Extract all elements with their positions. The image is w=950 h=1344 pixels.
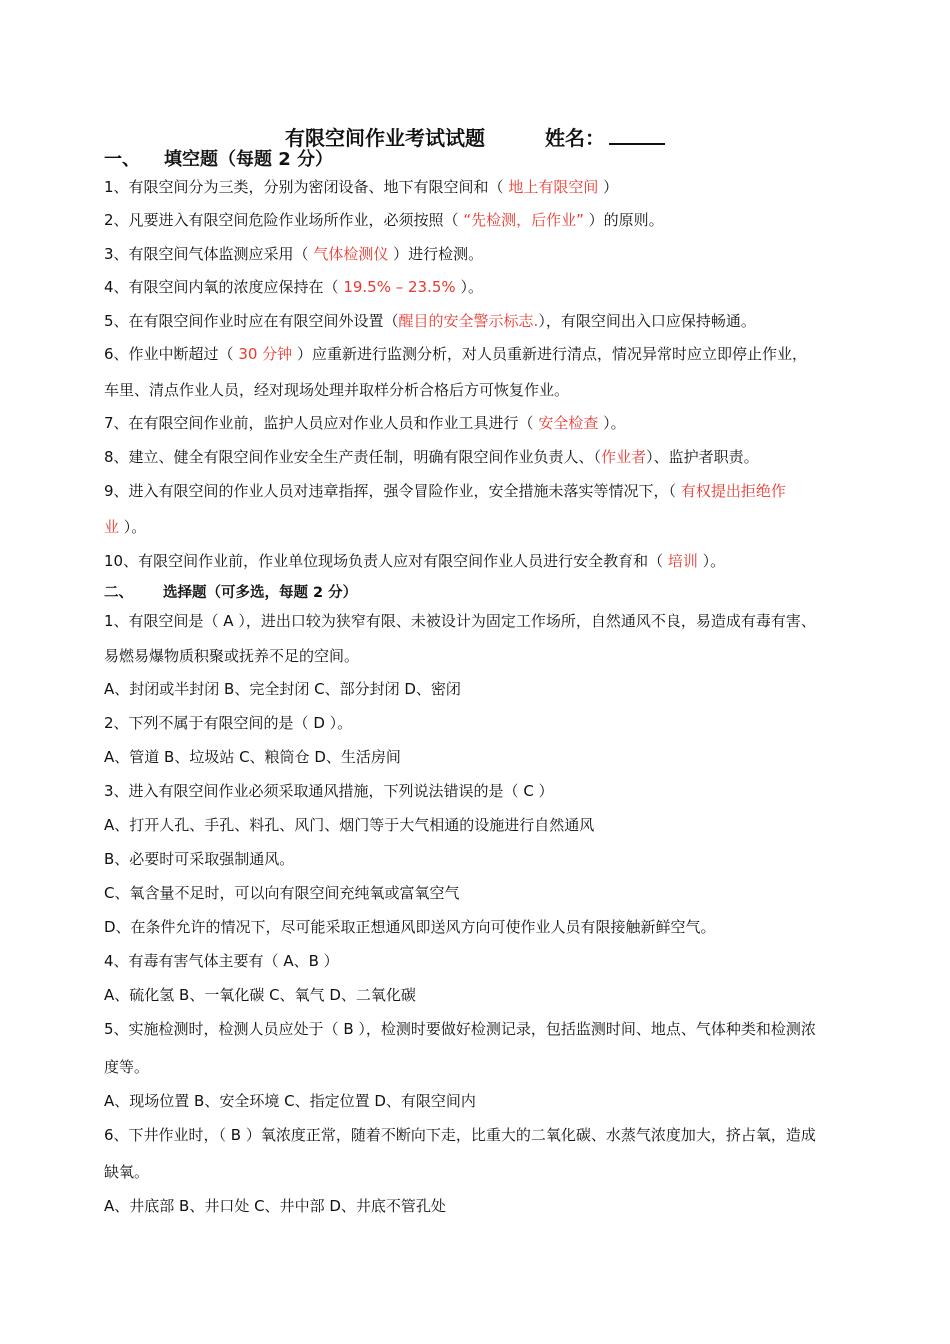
section-choice-number: 二、 [104,585,133,601]
choice-line: 1、有限空间是（ A ），进出口较为狭窄有限、未被设计为固定工作场所，自然通风不良，易造成有毒有害、 [104,612,816,630]
q-text: 6、作业中断超过（ [104,345,239,363]
q-text: 4、有限空间内氧的浓度应保持在（ [104,278,344,296]
q-text: ）。 [119,518,147,536]
q-text: ）。 [455,278,483,296]
answer: 19.5% – 23.5% [343,278,456,296]
answer: 有权提出拒绝作 [680,482,786,500]
section-fill-heading [104,150,333,170]
fill-question-6 [104,344,807,364]
fill-question-4 [104,277,483,297]
q-text: 8、建立、健全有限空间作业安全生产责任制，明确有限空间作业负责人、（ [104,448,602,466]
choice-line: 6、下井作业时，（ B ）氧浓度正常，随着不断向下走，比重大的二氧化碳、水蒸气浓度加大，挤占氧，造成 [104,1126,816,1144]
section-fill-number: 一、 [104,149,140,170]
choice-line: A、井底部 B、井口处 C、井中部 D、井底不管孔处 [104,1197,446,1215]
answer: 醒目的安全警示标志. [398,312,539,330]
section-choice-heading [104,583,357,603]
choice-line: 易燃易爆物质积聚或抚养不足的空间。 [104,647,360,665]
page-title [0,122,950,151]
q-text: 车里、清点作业人员，经对现场处理并取样分析合格后方可恢复作业。 [104,381,570,399]
choice-line: 度等。 [104,1058,150,1076]
choice-line: D、在条件允许的情况下，尽可能采取正想通风即送风方向可使作业人员有限接触新鲜空气。 [104,918,716,936]
q-text: 1、有限空间分为三类，分别为密闭设备、地下有限空间和（ [104,178,509,196]
q-text: ），有限空间出入口应保持畅通。 [538,312,756,330]
choice-line: 5、实施检测时，检测人员应处于（ B ），检测时要做好检测记录，包括监测时间、地点、气体种类和检测浓 [104,1020,816,1038]
fill-question-3 [104,244,483,264]
q-text: ）、监护者职责。 [646,448,759,466]
answer: 安全检查 [538,414,599,432]
q-text: 9、进入有限空间的作业人员对违章指挥，强令冒险作业，安全措施未落实等情况下，（ [104,482,681,500]
answer: 培训 [667,552,698,570]
q-text: 3、有限空间气体监测应采用（ [104,245,314,263]
q-text: 5、在有限空间作业时应在有限空间外设置（ [104,312,399,330]
section-fill-title: 填空题（每题 2 分） [164,149,334,170]
choice-line: C、氧含量不足时，可以向有限空间充纯氧或富氧空气 [104,884,460,902]
answer: 作业者 [601,448,647,466]
fill-question-1 [104,177,618,197]
choice-line: A、封闭或半封闭 B、完全封闭 C、部分封闭 D、密闭 [104,680,461,698]
choice-line: B、必要时可采取强制通风。 [104,850,295,868]
choice-line: A、硫化氢 B、一氧化碳 C、氧气 D、二氧化碳 [104,986,416,1004]
fill-question-5 [104,311,756,331]
q-text: ）应重新进行监测分析，对人员重新进行清点，情况异常时应立即停止作业， [292,345,807,363]
answer: 30 分钟 [238,345,293,363]
q-text: ）的原则。 [583,211,664,229]
name-label: 姓名： [544,126,605,150]
fill-question-9-cont [104,517,146,537]
q-text: ）。 [598,414,626,432]
fill-question-6-cont [104,380,569,400]
fill-question-10 [104,551,725,571]
q-text: ）进行检测。 [388,245,484,263]
answer: 地上有限空间 [508,178,599,196]
fill-question-9 [104,481,786,501]
title-text: 有限空间作业考试试题 [285,126,486,150]
choice-line: A、现场位置 B、安全环境 C、指定位置 D、有限空间内 [104,1092,476,1110]
q-text: 7、在有限空间作业前，监护人员应对作业人员和作业工具进行（ [104,414,539,432]
q-text: 10、有限空间作业前，作业单位现场负责人应对有限空间作业人员进行安全教育和（ [104,552,668,570]
q-text: ）。 [697,552,726,570]
choice-line: A、打开人孔、手孔、料孔、风门、烟门等于大气相通的设施进行自然通风 [104,816,595,834]
choice-line: 缺氧。 [104,1163,150,1181]
choice-line: 4、有毒有害气体主要有（ A、B ） [104,952,339,970]
answer: 气体检测仪 [313,245,389,263]
choice-line: 3、进入有限空间作业必须采取通风措施，下列说法错误的是（ C ） [104,782,554,800]
fill-question-7 [104,413,626,433]
choice-line: A、管道 B、垃圾站 C、粮筒仓 D、生活房间 [104,748,401,766]
answer: “先检测，后作业” [463,211,584,229]
fill-question-8 [104,447,759,467]
q-text: 2、凡要进入有限空间危险作业场所作业，必须按照（ [104,211,464,229]
fill-question-2 [104,210,664,230]
answer: 业 [104,518,120,536]
section-choice-title: 选择题（可多选，每题 2 分） [163,585,358,601]
name-blank [609,127,665,145]
q-text: ） [598,178,619,196]
choice-line: 2、下列不属于有限空间的是（ D ）。 [104,714,353,732]
